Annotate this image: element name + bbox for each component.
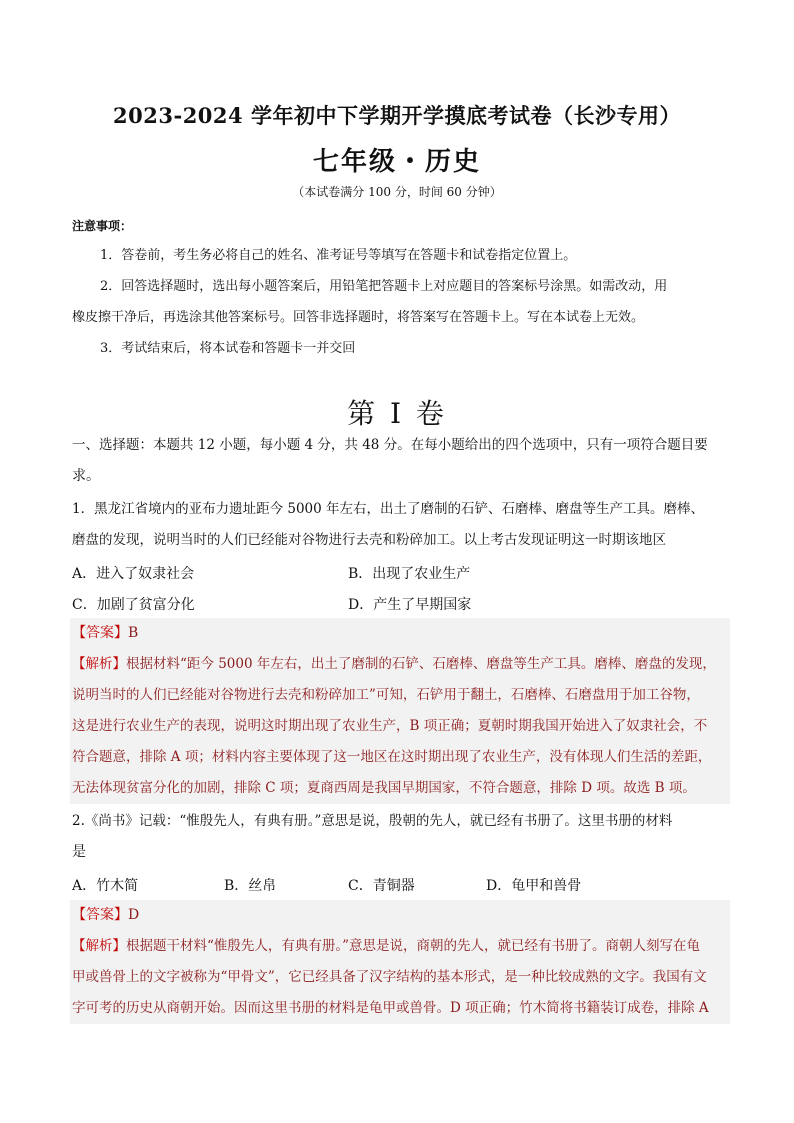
q2-analysis-line-1: 根据题干材料“惟殷先人，有典有册。”意思是说，商朝的先人，就已经有书册了。商朝人刻写在龟 [126, 938, 701, 954]
q2-stem-b: 是 [72, 844, 86, 860]
notice-item-2a: 2．回答选择题时，选出每小题答案后，用铅笔把答题卡上对应题目的答案标号涂黑。如需改动，用 [100, 279, 668, 294]
q1-analysis-line-3: 这是进行农业生产的表现，说明这时期出现了农业生产，B 项正确；夏朝时期我国开始进入了奴隶社会，不 [72, 718, 708, 734]
q2-option-d: D．龟甲和兽骨 [486, 878, 582, 894]
q1-stem-a: 1．黑龙江省境内的亚布力遗址距今 5000 年左右，出土了磨制的石铲、石磨棒、磨盘等生产工具。磨棒、 [72, 501, 705, 517]
q1-analysis-line-1: 根据材料“距今 5000 年左右，出土了磨制的石铲、石磨棒、磨盘等生产工具。磨棒、磨盘的发现， [126, 656, 716, 672]
q2-answer [72, 900, 139, 931]
q1-answer-tag: 【答案】 [72, 625, 128, 641]
q1-analysis-line-2: 说明当时的人们已经能对谷物进行去壳和粉碎加工”可知，石铲用于翻土，石磨棒、石磨盘用于加工谷物， [72, 687, 700, 703]
q1-option-a: A．进入了奴隶社会 [72, 566, 195, 582]
notice-item-1: 1．答卷前，考生务必将自己的姓名、准考证号等填写在答题卡和试卷指定位置上。 [100, 248, 577, 263]
q1-analysis-tag: 【解析】 [72, 656, 126, 672]
q2-answer-value: D [128, 907, 140, 923]
q2-analysis-line-3: 字可考的历史从商朝开始。因而这里书册的材料是龟甲或兽骨。D 项正确；竹木简将书籍装订成卷，排除 A [72, 1000, 709, 1016]
q2-option-b: B．丝帛 [224, 878, 277, 894]
section-intro-b: 求。 [72, 468, 100, 484]
notice-item-2b: 橡皮擦干净后，再选涂其他答案标号。回答非选择题时，将答案写在答题卡上。写在本试卷上无效。 [72, 310, 645, 325]
q2-option-a: A．竹木简 [72, 878, 139, 894]
q1-answer [72, 618, 138, 649]
section-intro-a: 一、选择题：本题共 12 小题，每小题 4 分，共 48 分。在每小题给出的四个选项中，只有一项符合题目要 [72, 437, 708, 453]
q1-analysis-1 [72, 649, 716, 680]
notice-label: 注意事项： [72, 219, 133, 233]
section-heading: 第 I 卷 [347, 397, 447, 430]
q2-analysis-tag: 【解析】 [72, 938, 126, 954]
exam-title: 2023-2024 学年初中下学期开学摸底考试卷（长沙专用） [113, 103, 681, 128]
q2-option-c: C．青铜器 [348, 878, 415, 894]
q1-stem-b: 磨盘的发现，说明当时的人们已经能对谷物进行去壳和粉碎加工。以上考古发现证明这一时期该地区 [72, 532, 666, 548]
q1-analysis-line-4: 符合题意，排除 A 项；材料内容主要体现了这一地区在这时期出现了农业生产，没有体现人们生活的差距， [72, 749, 712, 765]
exam-note: （本试卷满分 100 分，时间 60 分钟） [292, 185, 502, 199]
notice-item-3: 3．考试结束后，将本试卷和答题卡一并交回 [100, 341, 356, 356]
subject-title: 七年级・历史 [312, 147, 481, 177]
q2-analysis-line-2: 甲或兽骨上的文字被称为“甲骨文”，它已经具备了汉字结构的基本形式，是一种比较成熟的文字。我国有文 [72, 969, 707, 985]
q1-option-d: D．产生了早期国家 [348, 597, 472, 613]
q1-answer-value: B [128, 625, 139, 641]
q2-analysis-1 [72, 931, 700, 962]
q1-option-b: B．出现了农业生产 [348, 566, 471, 582]
q2-answer-tag: 【答案】 [72, 907, 128, 923]
q1-option-c: C．加剧了贫富分化 [72, 597, 195, 613]
q2-stem-a: 2.《尚书》记载：“惟殷先人，有典有册。”意思是说，殷朝的先人，就已经有书册了。这里书册的材料 [72, 813, 673, 829]
q1-analysis-line-5: 无法体现贫富分化的加剧，排除 C 项；夏商西周是我国早期国家，不符合题意，排除 D 项。故选 B 项。 [72, 780, 696, 796]
